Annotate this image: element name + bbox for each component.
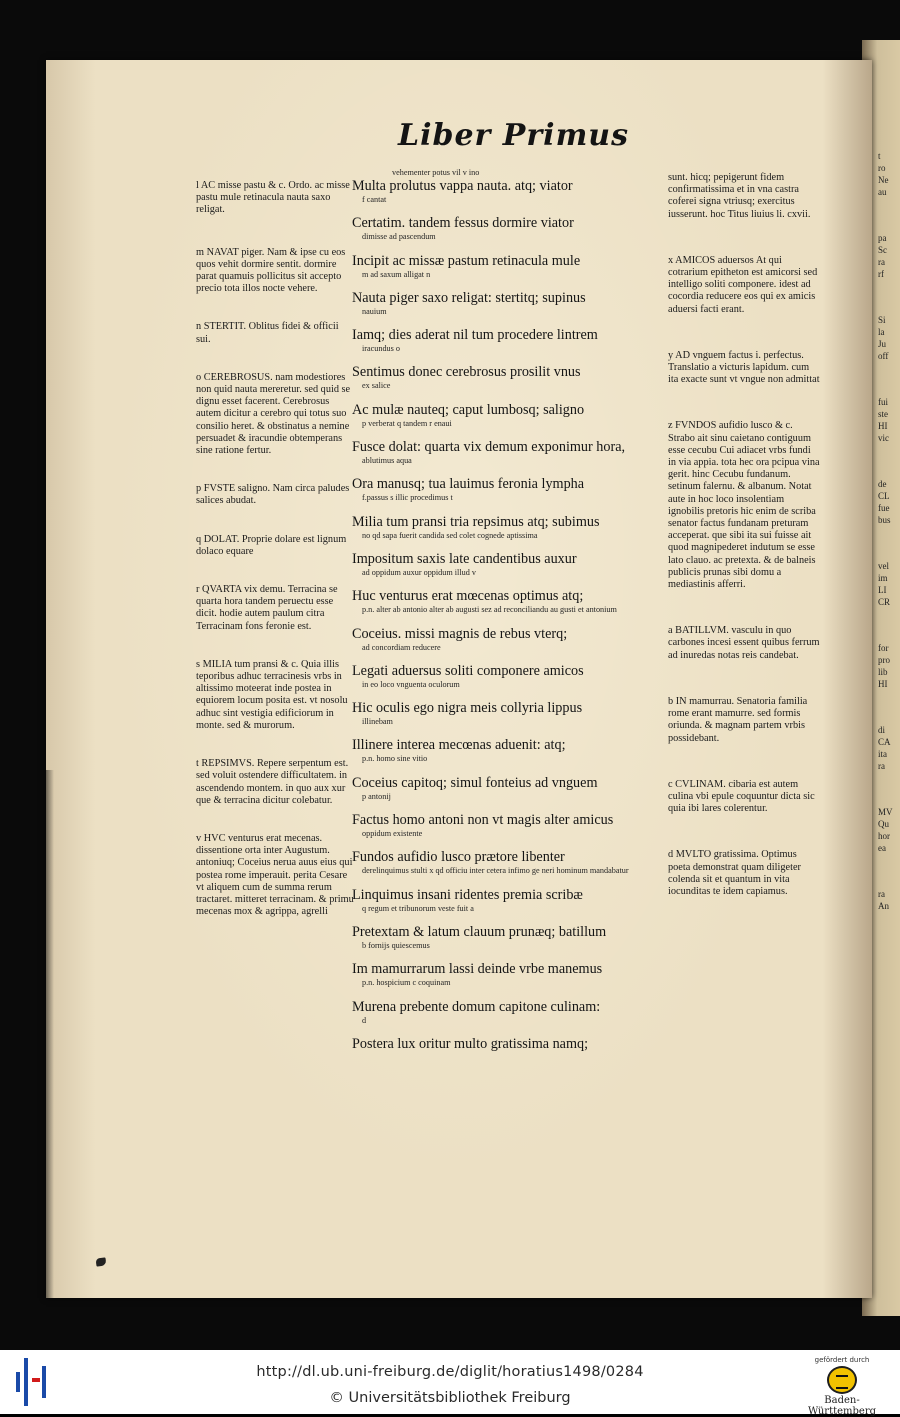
verse-block [352, 616, 670, 653]
right-note: x AMICOS aduersos At qui cotrarium epitheton est amicorsi sed intelligo soliti componere. idest ad cocordia reducere eos qui ex amicis aduersi facti erant. [668, 254, 818, 315]
gloss-above [352, 802, 670, 812]
gloss-above [352, 765, 670, 775]
gloss-above [352, 839, 670, 849]
gloss-above [352, 690, 670, 700]
next-page-fragment: bus [878, 515, 891, 525]
verse-block [352, 1026, 670, 1063]
gloss-below: oppidum existente [362, 829, 423, 839]
next-page-fragment: Si [878, 315, 886, 325]
gloss-below: f cantat [362, 195, 387, 204]
gloss-below: p antonij [362, 791, 391, 801]
verse-line: Certatim. tandem fessus dormire viator [352, 215, 574, 232]
gloss-below: ad oppidum auxur oppidum illud v [362, 567, 476, 577]
next-page-fragment: ra [878, 257, 885, 267]
next-page-fragment: de [878, 479, 887, 489]
gloss-above [352, 951, 670, 961]
verse-block [352, 168, 670, 205]
right-commentary [668, 172, 820, 932]
next-page-fragment: off [878, 351, 889, 361]
next-page-fragment: ea [878, 843, 886, 853]
right-note: sunt. hicq; pepigerunt fidem confirmatissima et in vna castra coferei signa vtriusq; exercitus iusserunt. hoc Titus liuius li. cxvii. [668, 172, 811, 220]
left-note: l AC misse pastu & c. Ordo. ac misse pastu mule retinacula nauta saxo religat. [196, 180, 350, 216]
next-page-fragment: for [878, 643, 889, 653]
gloss-above [352, 466, 670, 476]
gloss-below: in eo loco vnguenta oculorum [362, 679, 460, 689]
gloss-below: p.n. hospicium c coquinam [362, 978, 451, 988]
next-page-fragment: pa [878, 233, 887, 243]
gloss-above [352, 877, 670, 887]
gloss-below: p.n. alter ab antonio alter ab augusti sez ad reconciliandu au gusti et antonium [362, 605, 617, 615]
next-page-fragment: CR [878, 597, 891, 607]
next-page-fragment: hor [878, 831, 890, 841]
verse-block [352, 578, 670, 615]
verse-block [352, 765, 670, 802]
sponsor-block [792, 1356, 892, 1417]
page-edge-shadow [46, 770, 54, 1298]
gloss-above [352, 1026, 670, 1036]
verse-line: Milia tum pransi tria repsimus atq; subimus [352, 513, 600, 530]
verse-line: Coceius. missi magnis de rebus vterq; [352, 625, 568, 642]
gloss-below: nauium [362, 306, 387, 316]
next-page-fragment: lib [878, 667, 888, 677]
next-page-fragment: pro [878, 655, 890, 665]
next-page-fragment: ita [878, 749, 887, 759]
verse-line: Linquimus insani ridentes premia scribæ [352, 886, 583, 903]
next-page-fragment: CL [878, 491, 890, 501]
verse-block [352, 243, 670, 280]
next-page-fragment: fue [878, 503, 890, 513]
left-note: o CEREBROSUS. nam modestiores non quid nauta mereretur. sed quid se dignu esset facerent. Cerebrosus autem dicitur a cerebro qui totus suo consilio heret. & obstinatus a nemine persuadet & iracundie obtemperans sine ratione fertur. [196, 371, 351, 457]
next-page-fragment: MV [878, 807, 893, 817]
next-page-fragment: ste [878, 409, 888, 419]
gloss-above [352, 616, 670, 626]
state-crest-icon [827, 1366, 857, 1394]
verse-line: Iamq; dies aderat nil tum procedere lintrem [352, 327, 598, 344]
verse-line: Factus homo antoni non vt magis alter amicus [352, 812, 614, 829]
verse-line: Incipit ac missæ pastum retinacula mule [352, 252, 581, 269]
left-note: p FVSTE saligno. Nam circa paludes salices abudat. [196, 483, 350, 507]
verse-line: Nauta piger saxo religat: stertitq; supinus [352, 289, 586, 306]
gloss-above [352, 727, 670, 737]
verse-block [352, 392, 670, 429]
left-note: r QVARTA vix demu. Terracina se quarta hora tandem peruectu esse dicit. hodie autem paulum citra Terracinam fons feronie est. [196, 584, 338, 632]
left-note: v HVC venturus erat mecenas. dissentione orta inter Augustum. antoniuq; Coceius nerua auus eius qui postea rome imperauit. perita Cesare vt aliquem cum de summa rerum tractaret. mitteret terracinam. & primu mecenas mox & agrippa, agrelli [196, 832, 354, 918]
gloss-below: f.passus s illic procedimus t [362, 493, 453, 503]
page-header: Liber Primus [398, 118, 630, 153]
gloss-below: illinebam [362, 717, 393, 727]
gloss-above [352, 354, 670, 364]
gloss-above [352, 541, 670, 551]
verse-line: Ora manusq; tua lauimus feronia lympha [352, 476, 585, 493]
verse-block [352, 466, 670, 503]
left-note: q DOLAT. Proprie dolare est lignum dolaco equare [196, 533, 347, 557]
gloss-above [352, 578, 670, 588]
verse-block [352, 877, 670, 914]
left-commentary [196, 180, 354, 944]
gloss-below: derelinquimus stulti x qd officiu inter cetera infimo ge neri hominum mandabatur [362, 866, 629, 876]
verse-line: Postera lux oritur multo gratissima namq; [352, 1035, 589, 1052]
verse-line: Illinere interea mecœnas aduenit: atq; [352, 737, 566, 754]
next-page-fragment: t [878, 151, 881, 161]
gloss-above [352, 429, 670, 439]
gloss-above: vehementer potus vil v ino [392, 168, 480, 177]
next-page-fragment: ro [878, 163, 886, 173]
next-page-fragment: vic [878, 433, 889, 443]
verse-block [352, 989, 670, 1026]
next-page-fragment: la [878, 327, 885, 337]
next-page-fragment: Qu [878, 819, 889, 829]
verse-column [352, 168, 670, 1063]
left-note: s MILIA tum pransi & c. Quia illis teporibus adhuc terracinesis vrbs in altissimo moteerat inde postea in equiorem locum posita est. vt nosolu adhuc sint vestigia edificiorum in monte. sed & murorum. [196, 658, 348, 731]
gloss-below: ablutimus aqua [362, 456, 412, 466]
gloss-below: ad concordiam reducere [362, 642, 441, 652]
left-note: n STERTIT. Oblitus fidei & officii sui. [196, 321, 339, 345]
verse-block [352, 951, 670, 988]
gloss-below: iracundus o [362, 344, 400, 354]
verse-block [352, 280, 670, 317]
gloss-above [352, 243, 670, 253]
next-page-fragment: Ju [878, 339, 887, 349]
verse-block [352, 541, 670, 578]
verse-block [352, 317, 670, 354]
gloss-below: q regum et tribunorum veste fuit a [362, 903, 474, 913]
verse-line: Legati aduersus soliti componere amicos [352, 662, 584, 679]
next-page-fragment: CA [878, 737, 891, 747]
gloss-below: ex salice [362, 381, 391, 391]
verse-block [352, 802, 670, 839]
gloss-below: p verberat q tandem r enaui [362, 418, 452, 428]
next-page-fragment: HI [878, 679, 888, 689]
verse-block [352, 690, 670, 727]
next-page-fragment: LI [878, 585, 887, 595]
verse-block [352, 429, 670, 466]
verse-line: Huc venturus erat mœcenas optimus atq; [352, 588, 584, 605]
verse-line: Hic oculis ego nigra meis collyria lippus [352, 700, 583, 717]
gloss-above [352, 317, 670, 327]
verse-line: Pretextam & latum clauum prunæq; batillum [352, 923, 607, 940]
left-note: m NAVAT piger. Nam & ipse cu eos quos vehit dormire sentit. dormire parat quamuis pollicitus sit accepto precio tota illos nocte vehere. [196, 246, 346, 295]
right-note: d MVLTO gratissima. Optimus poeta demonstrat quam diligeter colenda sit et quantum in vita iocunditas te idem capiamus. [668, 849, 801, 897]
next-page-fragment: di [878, 725, 886, 735]
verse-block [352, 205, 670, 242]
verse-line: Im mamurrarum lassi deinde vrbe manemus [352, 961, 603, 978]
right-note: c CVLINAM. cibaria est autem culina vbi epule coquuntur dicta sic quia ibi lares colerentur. [668, 778, 815, 815]
left-note: t REPSIMVS. Repere serpentum est. sed voluit ostendere difficultatem. in ascendendo montem. in quo aux xur que & terracina dicitur colebatur. [196, 758, 349, 806]
gloss-below: d [362, 1015, 367, 1025]
next-page-fragment: rf [878, 269, 884, 279]
verse-line: Multa prolutus vappa nauta. atq; viator [352, 178, 573, 194]
next-page-fragment: An [878, 901, 889, 911]
verse-line: Coceius capitoq; simul fonteius ad vnguem [352, 774, 598, 791]
next-page-fragment: ra [878, 889, 885, 899]
gloss-above [352, 205, 670, 215]
verse-block [352, 914, 670, 951]
next-page-fragment: HI [878, 421, 888, 431]
right-note: b IN mamurrau. Senatoria familia rome erant mamurre. sed formis oriunda. & magnam partem vrbis possidebant. [668, 695, 808, 744]
right-note: a BATILLVM. vasculu in quo carbones incesi essent quibus ferrum ad inuredas notas reis candebat. [668, 625, 820, 661]
verse-block [352, 504, 670, 541]
gloss-below: p.n. homo sine vitio [362, 754, 428, 764]
sponsor-label: gefördert durch [814, 1356, 870, 1364]
verse-line: Fundos aufidio lusco prætore libenter [352, 849, 565, 866]
verse-line: Fusce dolat: quarta vix demum exponimur hora, [352, 439, 626, 456]
verse-block [352, 354, 670, 391]
gloss-above [352, 989, 670, 999]
verse-line: Sentimus donec cerebrosus prosilit vnus [352, 364, 581, 381]
gloss-below: b fornijs quiescemus [362, 940, 430, 950]
right-note: y AD vnguem factus i. perfectus. Translatio a victuris lapidum. cum ita exacte sunt vt vngue non admittat [668, 349, 820, 386]
gloss-above [352, 504, 670, 514]
right-note: z FVNDOS aufidio lusco & c. Strabo ait sinu caietano contiguum esse cecubu Cui adiacet vrbs fundi in via appia. tota hec ora pcipua vina gerit. hinc Cecubu fundanum. setinum falernu. & albanum. Notat aute in hoc loco insolentiam ignobilis pretoris hic enim de scriba senator factus fundanam preturam acceperat. que sibi ita sui fuisse ait quod magnipederet indutum se esse lato clauo. ac pretexta. & de balneis publicis prunas sibi domu a mediastinis afferri. [668, 420, 820, 591]
verse-block [352, 839, 670, 876]
verse-line: Ac mulæ nauteq; caput lumbosq; saligno [352, 401, 585, 418]
next-page-fragment: im [878, 573, 888, 583]
verse-line: Impositum saxis late candentibus auxur [352, 550, 577, 567]
next-page-fragment: vel [878, 561, 889, 571]
sponsor-name: Baden-Württemberg [807, 1395, 877, 1417]
verse-block [352, 727, 670, 764]
gloss-below: m ad saxum alligat n [362, 269, 431, 279]
gloss-below: no qd sapa fuerit candida sed colet cognede aptissima [362, 530, 538, 540]
verse-line: Murena prebente domum capitone culinam: [352, 998, 601, 1015]
gloss-above [352, 914, 670, 924]
gloss-above [352, 653, 670, 663]
next-page-fragment: fui [878, 397, 888, 407]
verse-block [352, 653, 670, 690]
gloss-above [352, 392, 670, 402]
footer-copyright: © Universitätsbibliothek Freiburg [329, 1390, 571, 1406]
next-page-fragment: Ne [878, 175, 889, 185]
gloss-above [352, 280, 670, 290]
gloss-below: dimisse ad pascendum [362, 232, 436, 242]
next-page-fragment: ra [878, 761, 885, 771]
next-page-fragment: Sc [878, 245, 887, 255]
next-page-fragments [878, 150, 900, 912]
next-page-fragment: au [878, 187, 887, 197]
footer-url[interactable]: http://dl.ub.uni-freiburg.de/diglit/horatius1498/0284 [256, 1364, 644, 1380]
